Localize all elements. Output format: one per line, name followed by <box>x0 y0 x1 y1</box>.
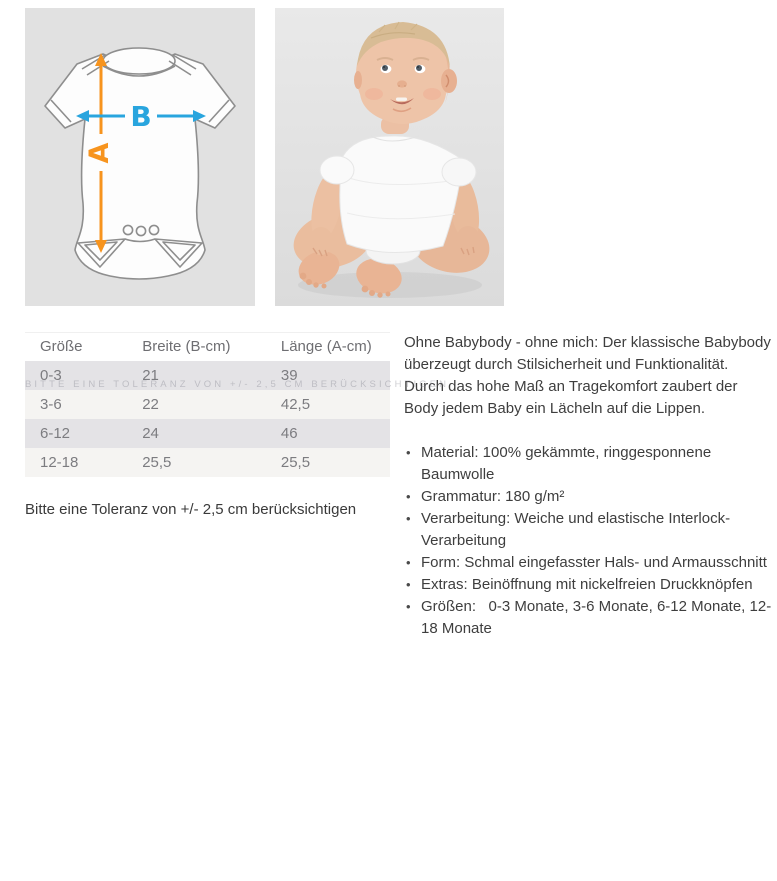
column-header-groesse: Größe <box>25 333 127 361</box>
cell-width: 22 <box>127 390 266 419</box>
ghost-text-artifact: BITTE EINE TOLERANZ VON +/- 2,5 CM BERÜCKSICHTIGEN <box>25 379 450 390</box>
bullet-icon: • <box>406 555 411 570</box>
feature-item-grammatur: • Grammatur: 180 g/m² <box>404 486 772 508</box>
tolerance-note: Bitte eine Toleranz von +/- 2,5 cm berücksichtigen <box>25 500 357 518</box>
feature-item-groessen: • Größen: 0-3 Monate, 3-6 Monate, 6-12 Monate, 12-18 Monate <box>406 598 772 637</box>
column-header-breite: Breite (B-cm) <box>127 333 266 361</box>
cell-length: 42,5 <box>266 390 390 419</box>
feature-item-form: • Form: Schmal eingefasster Hals- und Armausschnitt <box>404 552 772 574</box>
feature-item-verarbeitung: • Verarbeitung: Weiche und elastische Interlock-Verarbeitung <box>406 510 731 549</box>
bullet-icon: • <box>406 489 411 504</box>
product-description <box>404 332 772 640</box>
baby-photo <box>275 8 504 306</box>
product-images-row <box>25 8 777 306</box>
cell-length: 39 <box>266 361 390 390</box>
cell-length: 46 <box>266 419 390 448</box>
product-info-row <box>25 332 777 640</box>
cell-width: 25,5 <box>127 448 266 477</box>
table-row <box>25 361 390 390</box>
table-row <box>25 419 390 448</box>
bullet-icon: • <box>406 445 411 460</box>
cell-size: 6-12 <box>25 419 127 448</box>
table-row <box>25 448 390 477</box>
bullet-icon: • <box>406 511 411 526</box>
bullet-icon: • <box>406 599 411 614</box>
cell-size: 12-18 <box>25 448 127 477</box>
bodysuit-measurement-diagram <box>25 8 255 306</box>
cell-width: 24 <box>127 419 266 448</box>
size-diagram-panel <box>25 8 255 306</box>
size-table-header-row <box>25 333 390 361</box>
feature-list <box>404 442 772 640</box>
column-header-laenge: Länge (A-cm) <box>266 333 390 361</box>
feature-item-extras: • Extras: Beinöffnung mit nickelfreien Druckknöpfen <box>404 574 772 596</box>
measurement-label-a: A <box>84 142 115 164</box>
size-table <box>25 332 450 477</box>
cell-size: 0-3 <box>25 361 127 390</box>
measurement-label-b: B <box>130 100 152 133</box>
baby-photo-panel <box>275 8 504 306</box>
table-row <box>25 390 390 419</box>
cell-width: 21 <box>127 361 266 390</box>
cell-size: 3-6 <box>25 390 127 419</box>
bullet-icon: • <box>406 577 411 592</box>
cell-length: 25,5 <box>266 448 390 477</box>
feature-item-material: • Material: 100% gekämmte, ringgesponnene Baumwolle <box>406 444 716 483</box>
description-intro: Ohne Babybody - ohne mich: Der klassische Babybody überzeugt durch Stilsicherheit und Funktionalität. Durch das hohe Maß an Tragekomfort zaubert der Body jedem Baby ein Lächeln auf die Lippen. <box>404 334 771 417</box>
size-info-column <box>25 332 450 518</box>
bodysuit-outline <box>45 48 235 279</box>
